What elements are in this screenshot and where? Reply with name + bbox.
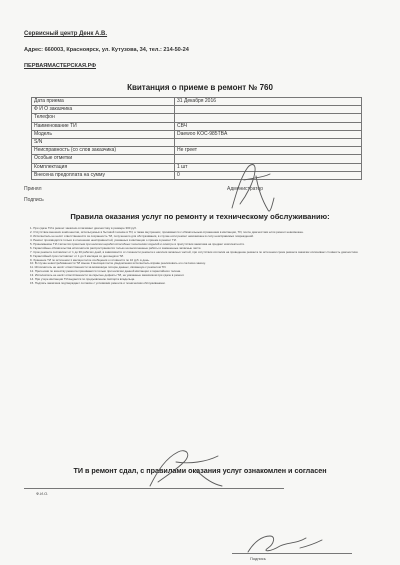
- rule-item: 4. Ремонт производится только в отношении неисправностей, указанных в квитанции о приеме в ремонт ТИ.: [30, 237, 177, 242]
- rule-item: 13. Исполнитель не несёт ответственности за скрытые дефекты ТИ, не указанные заказчиком при сдаче в ремонт.: [30, 273, 185, 278]
- form-field-label: Телефон: [32, 114, 175, 122]
- company-address: Адрес: 660003, Красноярск, ул. Кутузова, 34, тел.: 214-50-24: [24, 47, 189, 53]
- form-field-value: [175, 114, 362, 122]
- form-row: [32, 147, 362, 155]
- accepted-label: Принял: [24, 186, 42, 192]
- form-row: [32, 138, 362, 146]
- form-field-value: Не греет: [175, 147, 362, 155]
- form-field-value: [175, 155, 362, 163]
- form-field-value: 1 шт: [175, 163, 362, 171]
- form-field-value: [175, 106, 362, 114]
- company-website: ПЕРВАЯМАСТЕРСКАЯ.РФ: [24, 63, 97, 69]
- form-field-label: Комплектация: [32, 163, 175, 171]
- rule-item: 5. Принимаемое ТИ считается принятым при наличии неработоспособных технических изделий и осмотре в присутствии заказчика на предмет комплектности.: [30, 241, 245, 246]
- form-row: [32, 171, 362, 179]
- rule-item: 6. Гарантийные обязательства исполнителя распространяются только на выполненные работы и замененные запасные части.: [30, 245, 202, 250]
- accepted-signature-label: Подпись: [24, 197, 44, 203]
- form-field-label: Внесена предоплата на сумму: [32, 171, 175, 179]
- form-field-value: 31 Декабря 2016: [175, 98, 362, 106]
- form-field-value: СВЧ: [175, 122, 362, 130]
- form-field-label: Особые отметки: [32, 155, 175, 163]
- rules-title: Правила оказания услуг по ремонту и техническому обслуживанию:: [70, 212, 330, 221]
- administrator-label: Администратор: [227, 186, 264, 192]
- form-row: [32, 155, 362, 163]
- form-field-label: Ф И О заказчика: [32, 106, 175, 114]
- form-field-value: 0: [175, 171, 362, 179]
- receipt-title: Квитанция о приеме в ремонт № 760: [127, 83, 273, 92]
- form-row: [32, 98, 362, 106]
- rule-item: 8. Гарантийный срок составляет от 1 до 3 месяцев со дня выдачи ТИ.: [30, 253, 124, 258]
- rule-item: 11. Исполнитель не несёт ответственности за возможную потерю данных, связанную с ремонтом ТИ.: [30, 265, 167, 270]
- rule-item: 10. В случае невостребованности ТИ свыше 3 месяцев после уведомления исполнитель вправе реализовать его согласно закону.: [30, 261, 206, 266]
- form-field-label: S/N: [32, 138, 175, 146]
- rule-item: 7. Срок ремонта составляет от 1 до 30 рабочих дней, в зависимости от сложности ремонта и наличия запасных частей, при отсутствии согласия на проведение ремонта по истечении срока ремонта заказчик оплачивает стоимость диагностики.: [30, 249, 359, 254]
- rule-item: 1. При сдаче ТИ в ремонт заказчик оплачивает диагностику в размере 300 руб.: [30, 226, 137, 230]
- form-row: [32, 122, 362, 130]
- company-name: Сервисный центр Денк А.В.: [24, 31, 108, 37]
- acknowledgement-text: ТИ в ремонт сдал, с правилами оказания услуг ознакомлен и согласен: [73, 466, 327, 475]
- fio-caption: Ф.И.О.: [36, 491, 49, 496]
- form-row: [32, 130, 362, 138]
- form-field-label: Модель: [32, 130, 175, 138]
- intake-form-table: [31, 97, 362, 180]
- rule-item: 14. При утере квитанции ТИ выдается по предъявлению паспорта владельца.: [30, 277, 135, 282]
- form-field-value: [175, 138, 362, 146]
- bottom-signature-stroke: [248, 536, 322, 552]
- rule-item: 15. Подпись заказчика подтверждает согласие с условиями ремонта и техническим обслуживанием.: [30, 281, 166, 286]
- form-field-label: Неисправность (со слов заказчика): [32, 147, 175, 155]
- bottom-signature-line: [232, 553, 352, 554]
- form-field-value: Daewoo KOC-985TBA: [175, 130, 362, 138]
- bottom-signature-caption: Подпись: [250, 556, 266, 561]
- rules-list: [30, 227, 370, 286]
- form-field-label: Наименование ТИ: [32, 122, 175, 130]
- rule-item: 3. Исполнитель не несёт ответственности за сохранность ТИ, полученного для обслуживания, в случае если ремонт невозможен в силу неисправимых повреждений.: [30, 233, 254, 238]
- rule-item: 2. Отсутствие внешних компонентов, используемых в бытовой технике в ТИ, а также внутренних, принимается с обязательным отражением в квитанции, ТИ, после диагностики если ремонт невозможен.: [30, 229, 304, 234]
- rule-item: 12. Претензии по качеству ремонта принимаются только при наличии данной квитанции и гарантийного талона.: [30, 269, 181, 274]
- rule-item: 9. Хранение ТИ по истечении 1 месяца после сообщения о готовности по 10 руб. в день.: [30, 257, 150, 262]
- form-row: [32, 106, 362, 114]
- form-row: [32, 114, 362, 122]
- fio-line: [24, 488, 284, 489]
- form-field-label: Дата приема: [32, 98, 175, 106]
- form-row: [32, 163, 362, 171]
